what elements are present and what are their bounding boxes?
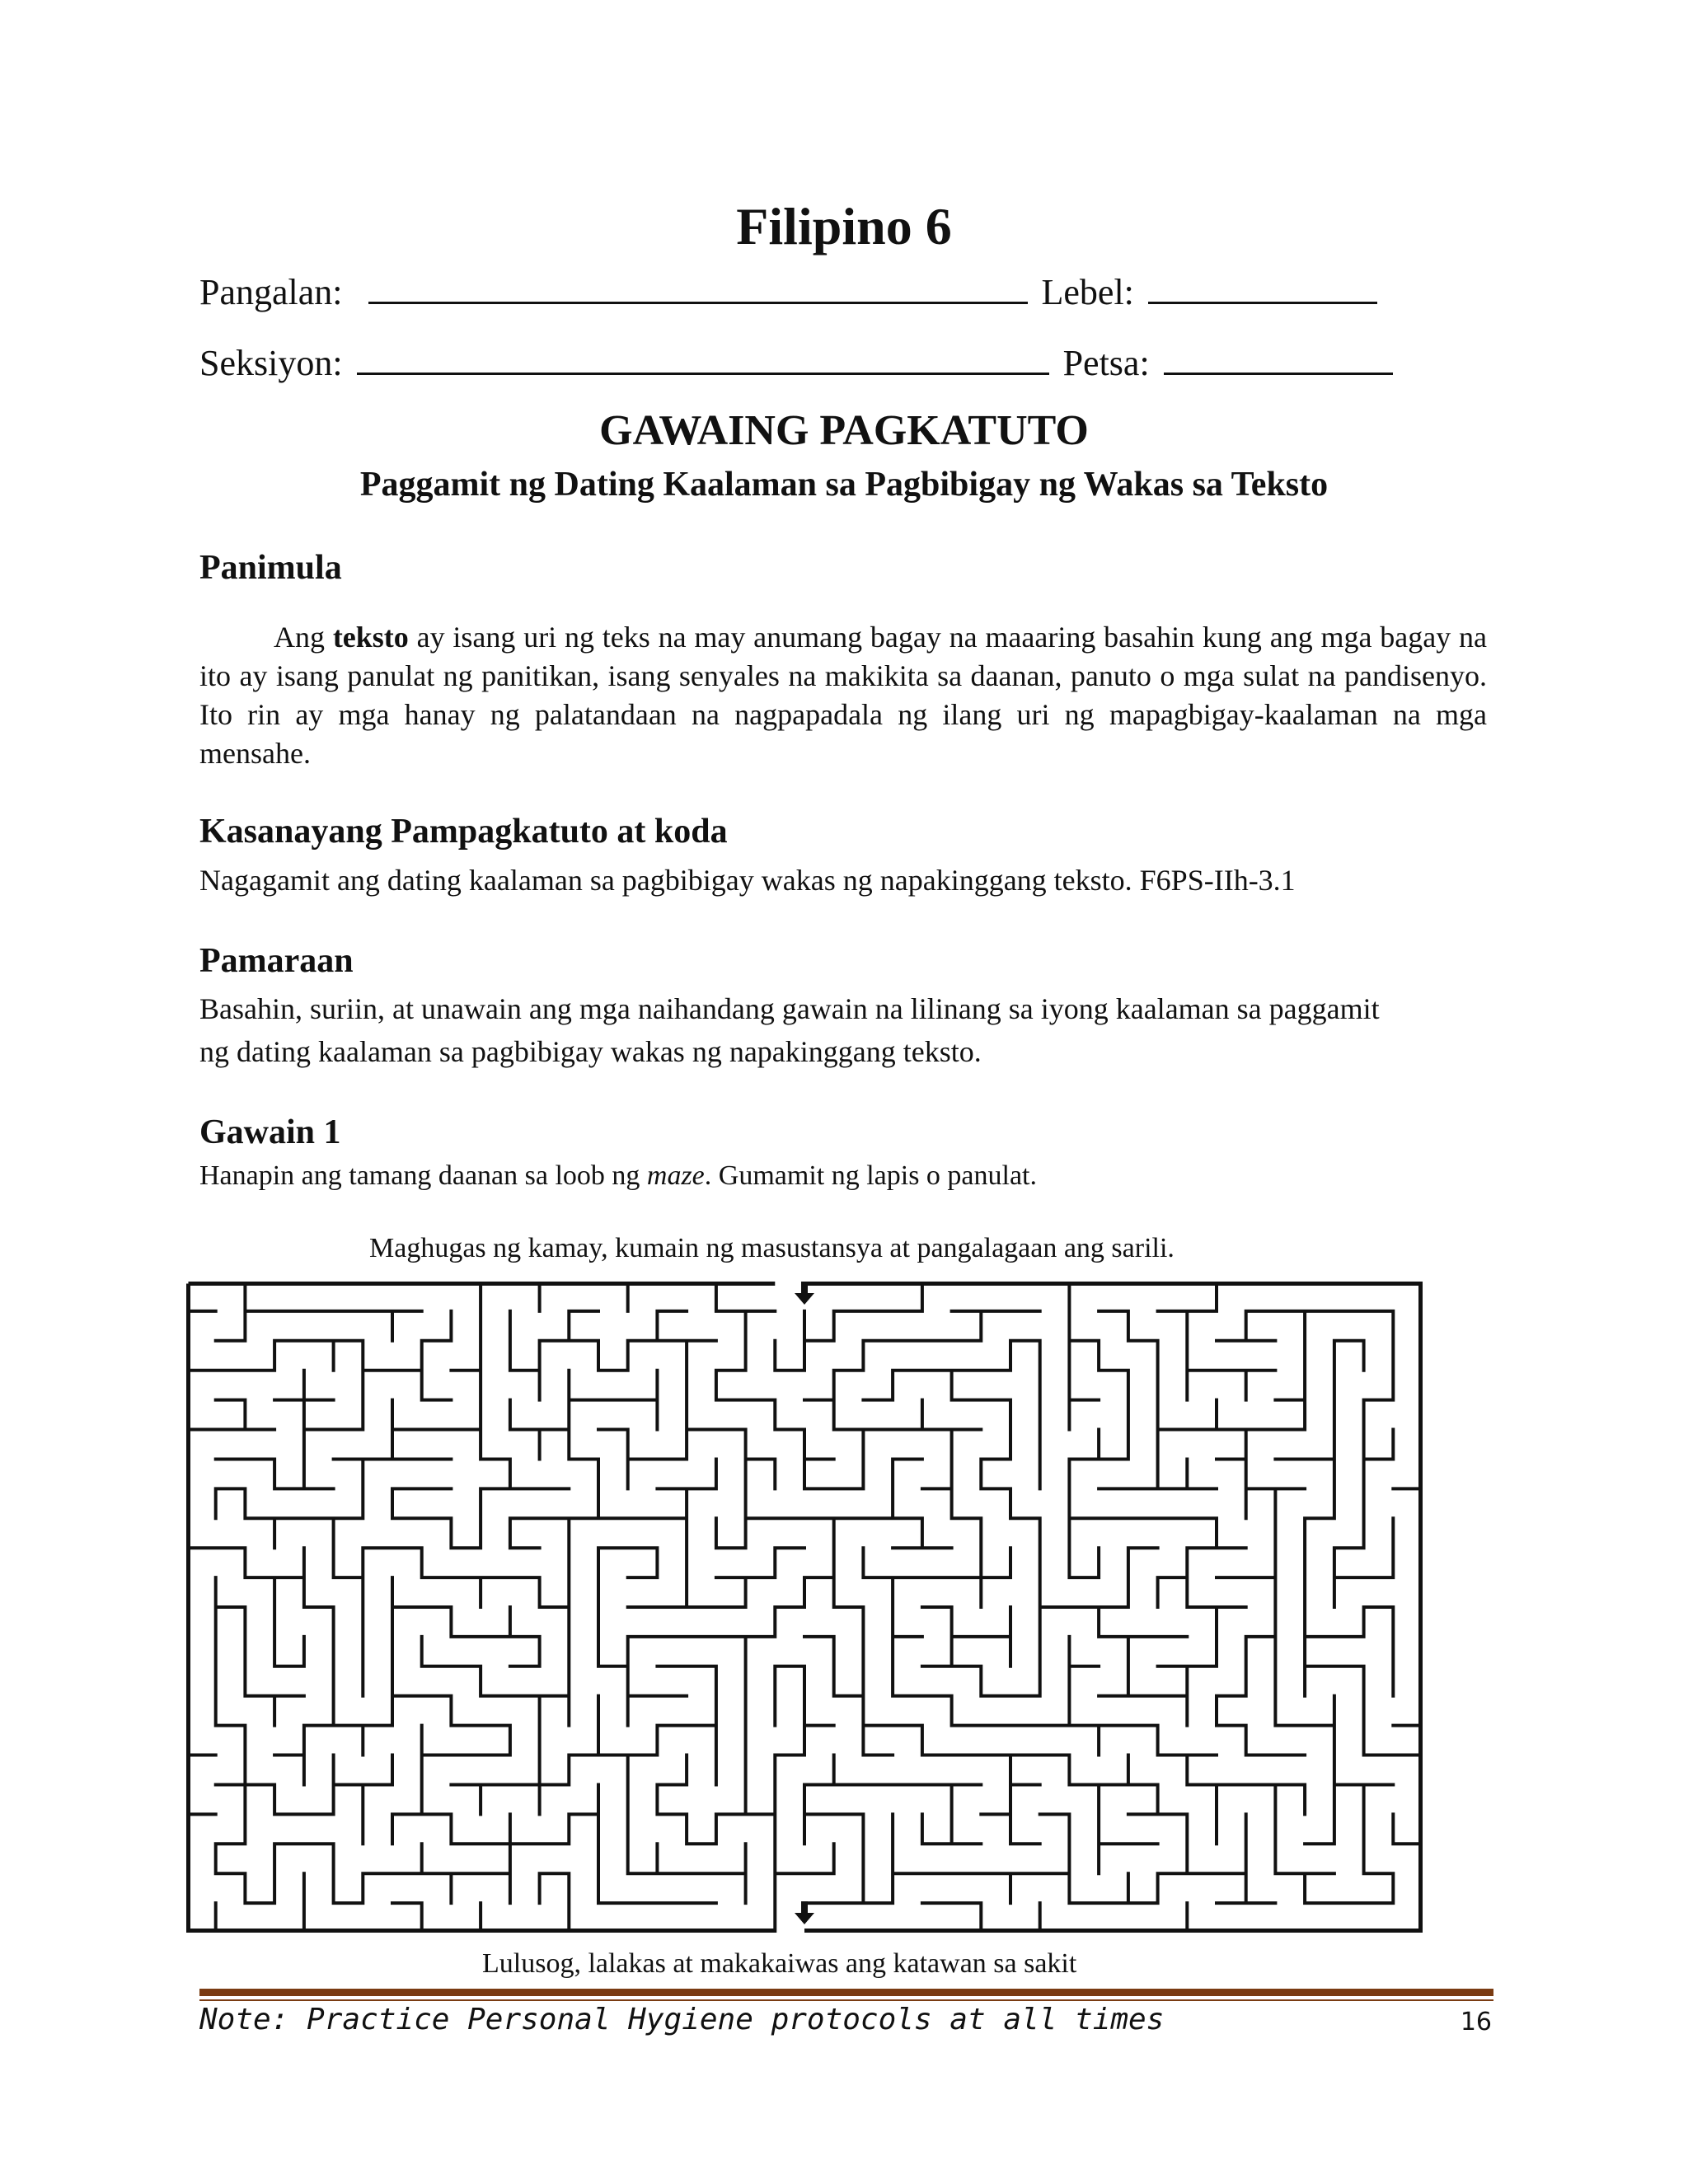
panimula-bold-word: teksto (332, 621, 409, 654)
page-number: 16 (1460, 2008, 1492, 2036)
level-label: Lebel: (1041, 272, 1134, 312)
panimula-heading: Panimula (199, 549, 342, 587)
kasanayan-text: Nagagamit ang dating kaalaman sa pagbibigay wakas ng napakinggang teksto. F6PS-IIh-3.1 (199, 864, 1296, 897)
gawain-heading: Gawain 1 (199, 1113, 341, 1151)
maze-top-caption: Maghugas ng kamay, kumain ng masustansya at pangalagaan ang sarili. (369, 1233, 1175, 1263)
date-field[interactable] (1164, 336, 1393, 375)
gawain-instruction-italic: maze (646, 1160, 705, 1191)
kasanayan-heading: Kasanayang Pampagkatuto at koda (199, 813, 728, 851)
level-field[interactable] (1148, 265, 1377, 304)
name-level-row (199, 265, 1395, 317)
footer-note: Note: Practice Personal Hygiene protocols at all times (199, 2003, 1165, 2036)
name-field[interactable] (368, 265, 1028, 304)
section-field[interactable] (357, 336, 1049, 375)
section-label: Seksiyon: (199, 343, 343, 383)
gawain-instruction (199, 1160, 1518, 1192)
activity-subheading: Paggamit ng Dating Kaalaman sa Pagbibigay ng Wakas sa Teksto (359, 466, 1329, 504)
panimula-text: ay isang uri ng teks na may anumang bagay na maaaring basahin kung ang mga bagay na ito ay isang panulat ng panitikan, isang senyales na makikita sa daanan, panuto o mga sulat na pandisenyo. Ito rin ay mga hanay ng palatandaan na nagpapadala ng ilang uri ng mapagbigay-kaalaman na mga mensahe. (199, 621, 1488, 770)
gawain-instruction-after: . Gumamit ng lapis o panulat. (704, 1160, 1037, 1191)
activity-heading: GAWAING PAGKATUTO (599, 407, 1089, 454)
maze-bottom-caption: Lulusog, lalakas at makakaiwas ang katawan sa sakit (482, 1948, 1077, 1979)
date-label: Petsa: (1062, 343, 1150, 383)
maze-puzzle[interactable] (186, 1282, 1423, 1933)
panimula-lead: Ang (274, 621, 325, 654)
pamaraan-heading: Pamaraan (199, 942, 354, 980)
pamaraan-line-1: Basahin, suriin, at unawain ang mga naihandang gawain na lilinang sa iyong kaalaman sa paggamit (199, 992, 1380, 1025)
footer-rule (199, 1989, 1493, 1996)
footer-rule-thin (199, 1999, 1493, 2001)
name-label: Pangalan: (199, 272, 343, 312)
page-title: Filipino 6 (736, 197, 952, 255)
exit-arrow-icon (795, 1901, 814, 1924)
maze-walls (186, 1282, 1423, 1933)
panimula-paragraph (199, 618, 1487, 773)
gawain-instruction-before: Hanapin ang tamang daanan sa loob ng (199, 1160, 640, 1191)
maze-inner-walls (186, 1282, 1423, 1933)
section-date-row (199, 336, 1395, 388)
pamaraan-line-2: ng dating kaalaman sa pagbibigay wakas ng napakinggang teksto. (199, 1035, 982, 1068)
